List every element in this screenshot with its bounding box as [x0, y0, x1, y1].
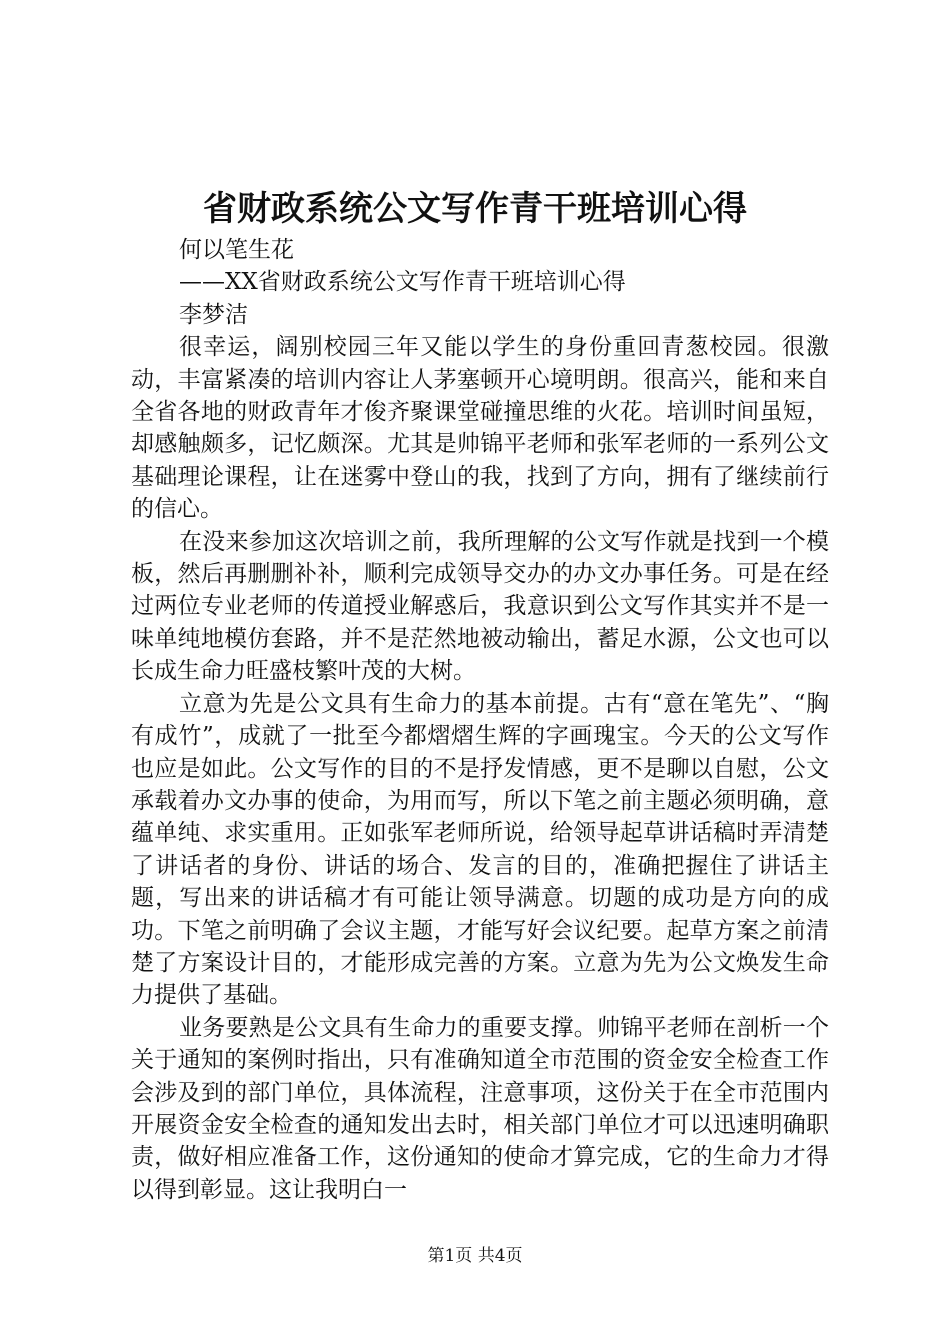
body-paragraph: 业务要熟是公文具有生命力的重要支撑。帅锦平老师在剖析一个关于通知的案例时指出，只有准确知道全市范围的资金安全检查工作会涉及到的部门单位，具体流程，注意事项，这份关于在全市范围内开展资金安全检查的通知发出去时，相关部门单位才可以迅速明确职责，做好相应准备工作，这份通知的使命才算完成，它的生命力才得以得到彰显。这让我明白一 [131, 1014, 829, 1203]
document-body [131, 234, 829, 1206]
page-footer: 第1页 共4页 [427, 1246, 523, 1266]
body-paragraph: 很幸运，阔别校园三年又能以学生的身份重回青葱校园。很激动，丰富紧凑的培训内容让人茅塞顿开心境明朗。很高兴，能和来自全省各地的财政青年才俊齐聚课堂碰撞思维的火花。培训时间虽短，却感触颇多，记忆颇深。尤其是帅锦平老师和张军老师的一系列公文基础理论课程，让在迷雾中登山的我，找到了方向，拥有了继续前行的信心。 [131, 334, 829, 523]
document-title: 省财政系统公文写作青干班培训心得 [203, 189, 747, 229]
body-paragraph: 立意为先是公文具有生命力的基本前提。古有“意在笔先”、“胸有成竹”，成就了一批至今都熠熠生辉的字画瑰宝。今天的公文写作也应是如此。公文写作的目的不是抒发情感，更不是聊以自慰，公文承载着办文办事的使命，为用而写，所以下笔之前主题必须明确，意蕴单纯、求实重用。正如张军老师所说，给领导起草讲话稿时弄清楚了讲话者的身份、讲话的场合、发言的目的，准确把握住了讲话主题，写出来的讲话稿才有可能让领导满意。切题的成功是方向的成功。下笔之前明确了会议主题，才能写好会议纪要。起草方案之前清楚了方案设计目的，才能形成完善的方案。立意为先为公文焕发生命力提供了基础。 [131, 690, 829, 1009]
author-name: 李梦洁 [179, 301, 248, 328]
body-paragraph: 在没来参加这次培训之前，我所理解的公文写作就是找到一个模板，然后再删删补补，顺利完成领导交办的办文办事任务。可是在经过两位专业老师的传道授业解惑后，我意识到公文写作其实并不是一味单纯地模仿套路，并不是茫然地被动输出，蓄足水源，公文也可以长成生命力旺盛枝繁叶茂的大树。 [131, 528, 829, 685]
subtitle-secondary: ——XX省财政系统公文写作青干班培训心得 [179, 269, 626, 296]
subtitle-main: 何以笔生花 [179, 237, 294, 263]
